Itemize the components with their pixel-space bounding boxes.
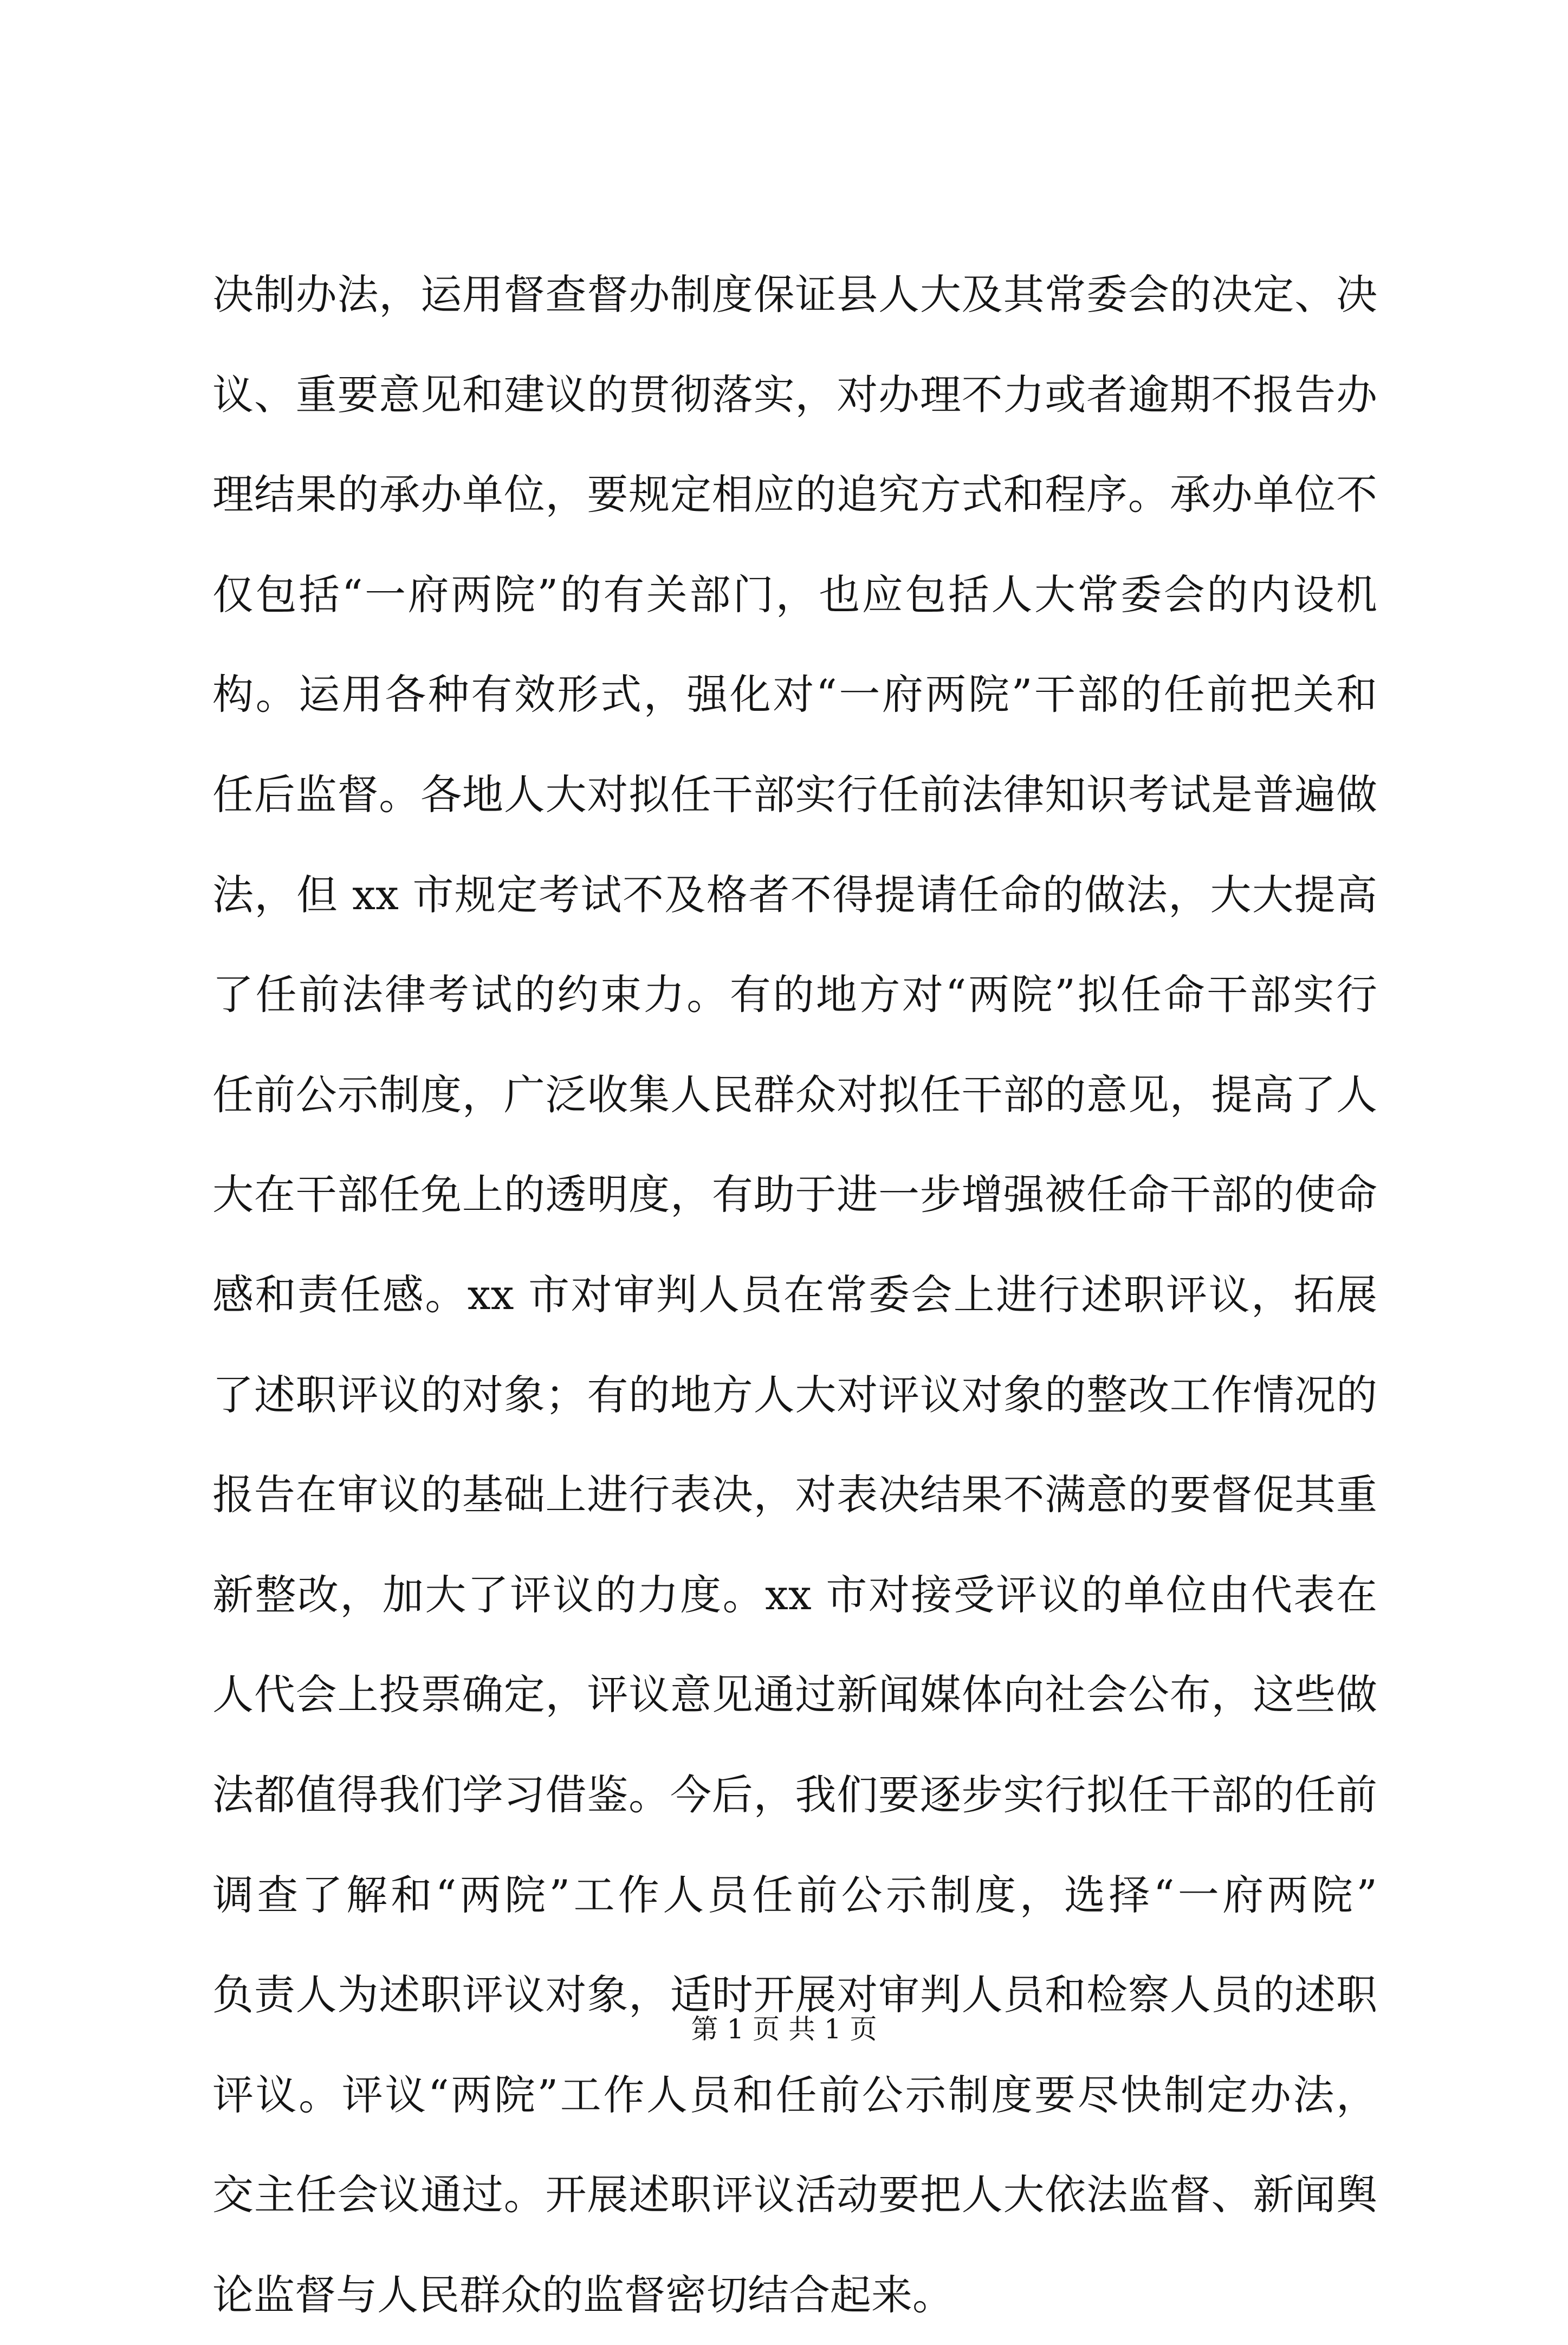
text-line: 论监督与人民群众的监督密切结合起来。 bbox=[212, 2270, 954, 2319]
text-line: 决制办法，运用督查督办制度保证县人大及其常委会的决定、决 bbox=[212, 270, 1377, 319]
text-line: 交主任会议通过。开展述职评议活动要把人大依法监督、新闻舆 bbox=[212, 2171, 1377, 2219]
text-line: 调查了解和“两院”工作人员任前公示制度，选择“一府两院” bbox=[212, 1870, 1377, 1919]
text-line: 新整改，加大了评议的力度。xx 市对接受评议的单位由代表在 bbox=[212, 1570, 1377, 1619]
text-line: 仅包括“一府两院”的有关部门，也应包括人大常委会的内设机 bbox=[212, 570, 1377, 619]
text-line: 理结果的承办单位，要规定相应的追究方式和程序。承办单位不 bbox=[212, 470, 1377, 519]
text-line: 感和责任感。xx 市对审判人员在常委会上进行述职评议，拓展 bbox=[212, 1270, 1377, 1319]
text-line: 了任前法律考试的约束力。有的地方对“两院”拟任命干部实行 bbox=[212, 970, 1377, 1019]
text-line: 任后监督。各地人大对拟任干部实行任前法律知识考试是普遍做 bbox=[212, 770, 1377, 819]
text-line: 法，但 xx 市规定考试不及格者不得提请任命的做法，大大提高 bbox=[212, 870, 1377, 919]
text-line: 人代会上投票确定，评议意见通过新闻媒体向社会公布，这些做 bbox=[212, 1670, 1377, 1719]
text-line: 了述职评议的对象；有的地方人大对评议对象的整改工作情况的 bbox=[212, 1370, 1377, 1419]
text-line: 评议。评议“两院”工作人员和任前公示制度要尽快制定办法， bbox=[212, 2070, 1377, 2119]
text-line: 法都值得我们学习借鉴。今后，我们要逐步实行拟任干部的任前 bbox=[212, 1770, 1377, 1819]
text-line: 负责人为述职评议对象，适时开展对审判人员和检察人员的述职 bbox=[212, 1971, 1377, 2019]
page-footer: 第 1 页 共 1 页 bbox=[691, 2013, 877, 2045]
text-line: 任前公示制度，广泛收集人民群众对拟任干部的意见，提高了人 bbox=[212, 1070, 1377, 1119]
text-line: 报告在审议的基础上进行表决，对表决结果不满意的要督促其重 bbox=[212, 1471, 1377, 1519]
text-line: 议、重要意见和建议的贯彻落实，对办理不力或者逾期不报告办 bbox=[212, 370, 1377, 419]
text-line: 大在干部任免上的透明度，有助于进一步增强被任命干部的使命 bbox=[212, 1170, 1377, 1219]
text-line: 构。运用各种有效形式，强化对“一府两院”干部的任前把关和 bbox=[212, 670, 1377, 719]
